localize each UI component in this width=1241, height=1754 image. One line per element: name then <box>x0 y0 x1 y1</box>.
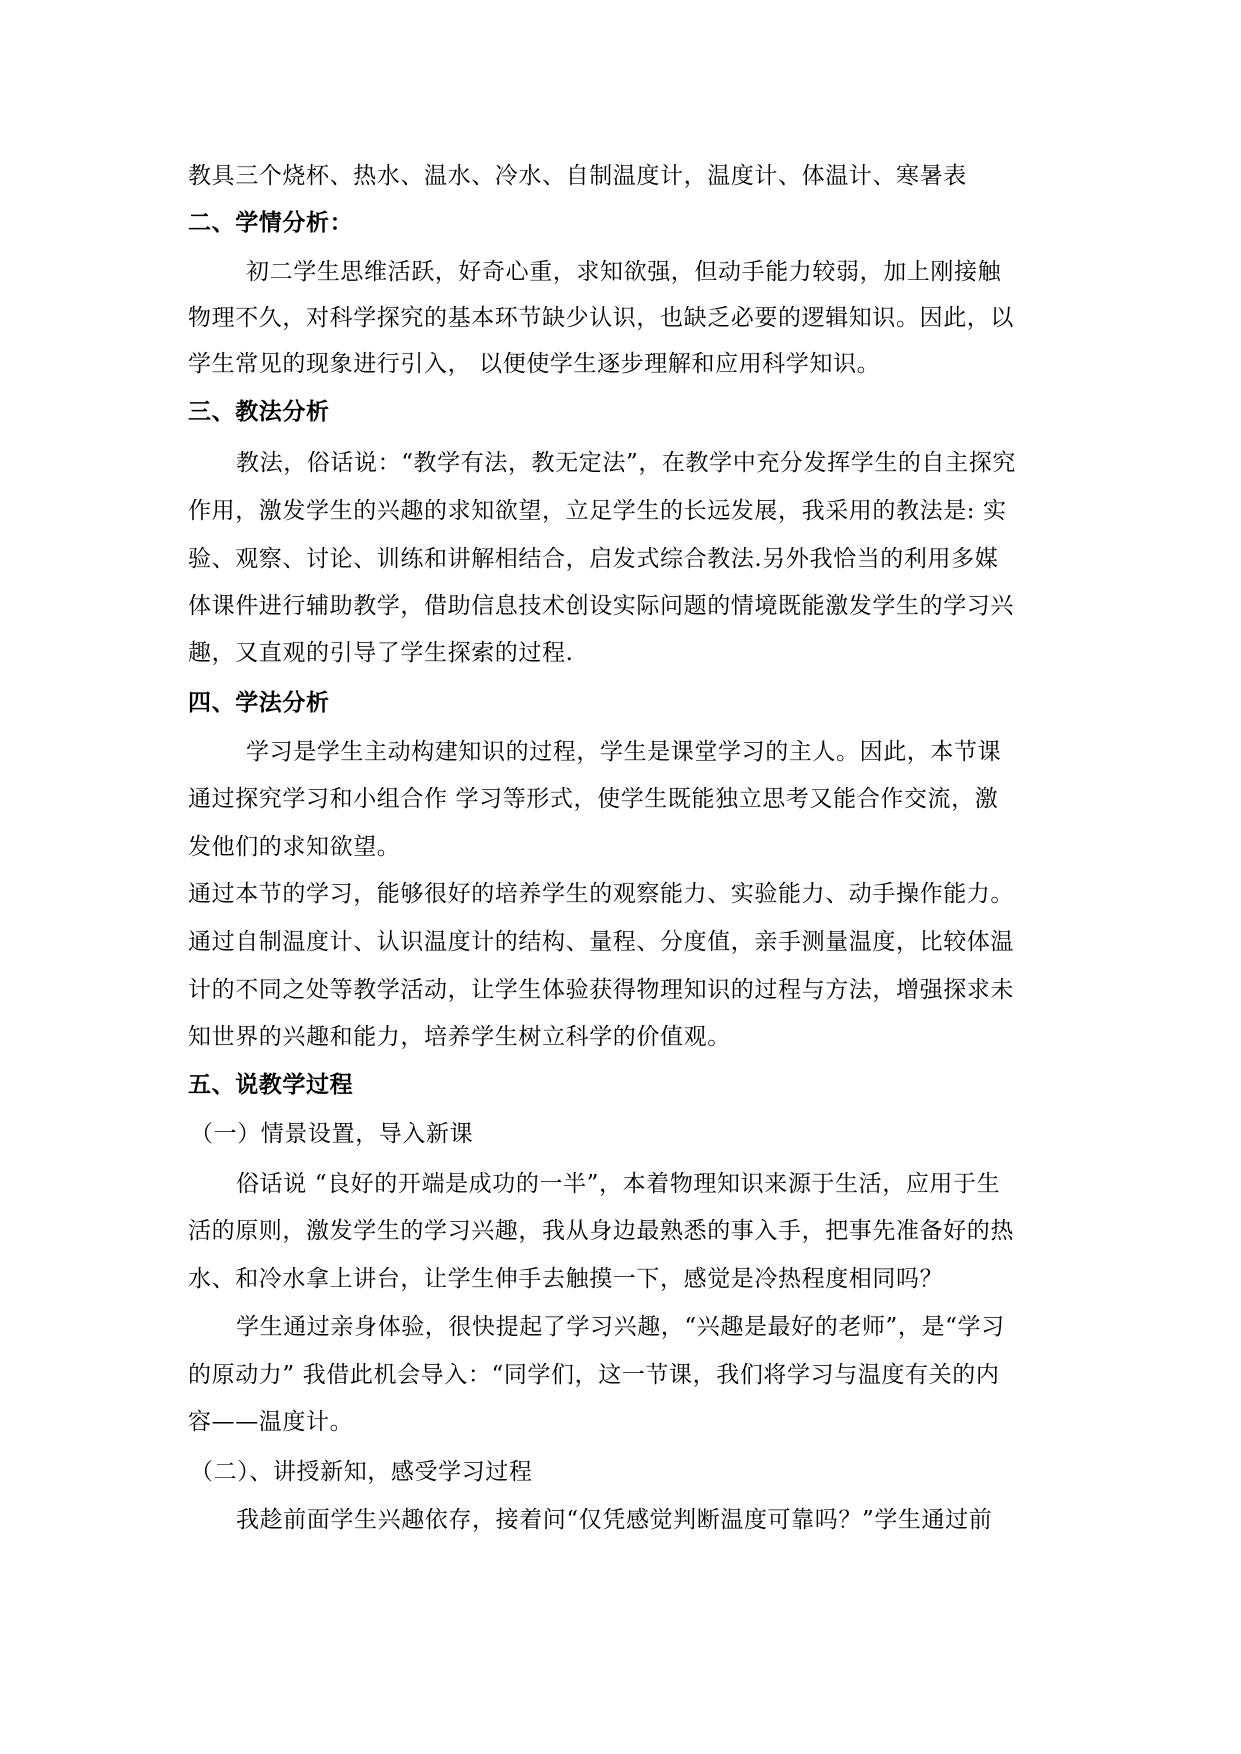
paragraph-line: 水、和冷水拿上讲台，让学生伸手去触摸一下，感觉是冷热程度相同吗？ <box>188 1266 944 1292</box>
section-heading: 四、学法分析 <box>188 689 330 716</box>
paragraph-line: 作用，激发学生的兴趣的求知欲望，立足学生的长远发展，我采用的教法是: 实 <box>188 498 1007 524</box>
paragraph-line: 知世界的兴趣和能力，培养学生树立科学的价值观。 <box>188 1024 731 1050</box>
paragraph-line: 初二学生思维活跃，好奇心重，求知欲强，但动手能力较弱，加上刚接触 <box>246 259 1002 285</box>
section-heading: 五、说教学过程 <box>188 1071 354 1098</box>
paragraph-line: 教法，俗话说：“教学有法，教无定法”，在教学中充分发挥学生的自主探究 <box>236 450 1016 476</box>
paragraph-line: 容——温度计。 <box>188 1409 354 1435</box>
paragraph-line: 教具三个烧杯、热水、温水、冷水、自制温度计，温度计、体温计、寒暑表 <box>188 163 967 189</box>
paragraph-line: 学生常见的现象进行引入， 以便使学生逐步理解和应用科学知识。 <box>188 351 881 377</box>
paragraph-line: 体课件进行辅助教学，借助信息技术创设实际问题的情境既能激发学生的学习兴 <box>188 593 1014 619</box>
paragraph-line: 的原动力” 我借此机会导入：“同学们，这一节课，我们将学习与温度有关的内 <box>188 1362 1000 1388</box>
paragraph-line: 通过探究学习和小组合作 学习等形式，使学生既能独立思考又能合作交流，激 <box>188 786 999 812</box>
paragraph-line: 俗话说 “良好的开端是成功的一半”，本着物理知识来源于生活，应用于生 <box>236 1171 1001 1197</box>
paragraph-line: 我趁前面学生兴趣依存，接着问“仅凭感觉判断温度可靠吗？”学生通过前 <box>236 1507 993 1533</box>
paragraph-line: 学习是学生主动构建知识的过程，学生是课堂学习的主人。因此，本节课 <box>246 739 1002 765</box>
paragraph-line: 计的不同之处等教学活动，让学生体验获得物理知识的过程与方法，增强探求未 <box>188 977 1014 1003</box>
paragraph-line: 活的原则，激发学生的学习兴趣，我从身边最熟悉的事入手，把事先准备好的热 <box>188 1218 1014 1244</box>
paragraph-line: 学生通过亲身体验，很快提起了学习兴趣，“兴趣是最好的老师”，是“学习 <box>236 1314 1005 1340</box>
subsection-heading: （二）、讲授新知，感受学习过程 <box>190 1459 533 1485</box>
subsection-heading: （一）情景设置，导入新课 <box>190 1121 474 1147</box>
paragraph-line: 发他们的求知欲望。 <box>188 834 401 860</box>
paragraph-line: 趣，又直观的引导了学生探索的过程. <box>188 640 574 666</box>
section-heading: 三、教法分析 <box>188 398 330 425</box>
section-heading: 二、学情分析： <box>188 209 354 236</box>
paragraph-line: 通过本节的学习，能够很好的培养学生的观察能力、实验能力、动手操作能力。 <box>188 881 1014 907</box>
paragraph-line: 通过自制温度计、认识温度计的结构、量程、分度值，亲手测量温度，比较体温 <box>188 929 1014 955</box>
paragraph-line: 物理不久，对科学探究的基本环节缺少认识，也缺乏必要的逻辑知识。因此，以 <box>188 305 1014 331</box>
paragraph-line: 验、观察、讨论、训练和讲解相结合，启发式综合教法.另外我恰当的利用多媒 <box>188 546 999 572</box>
